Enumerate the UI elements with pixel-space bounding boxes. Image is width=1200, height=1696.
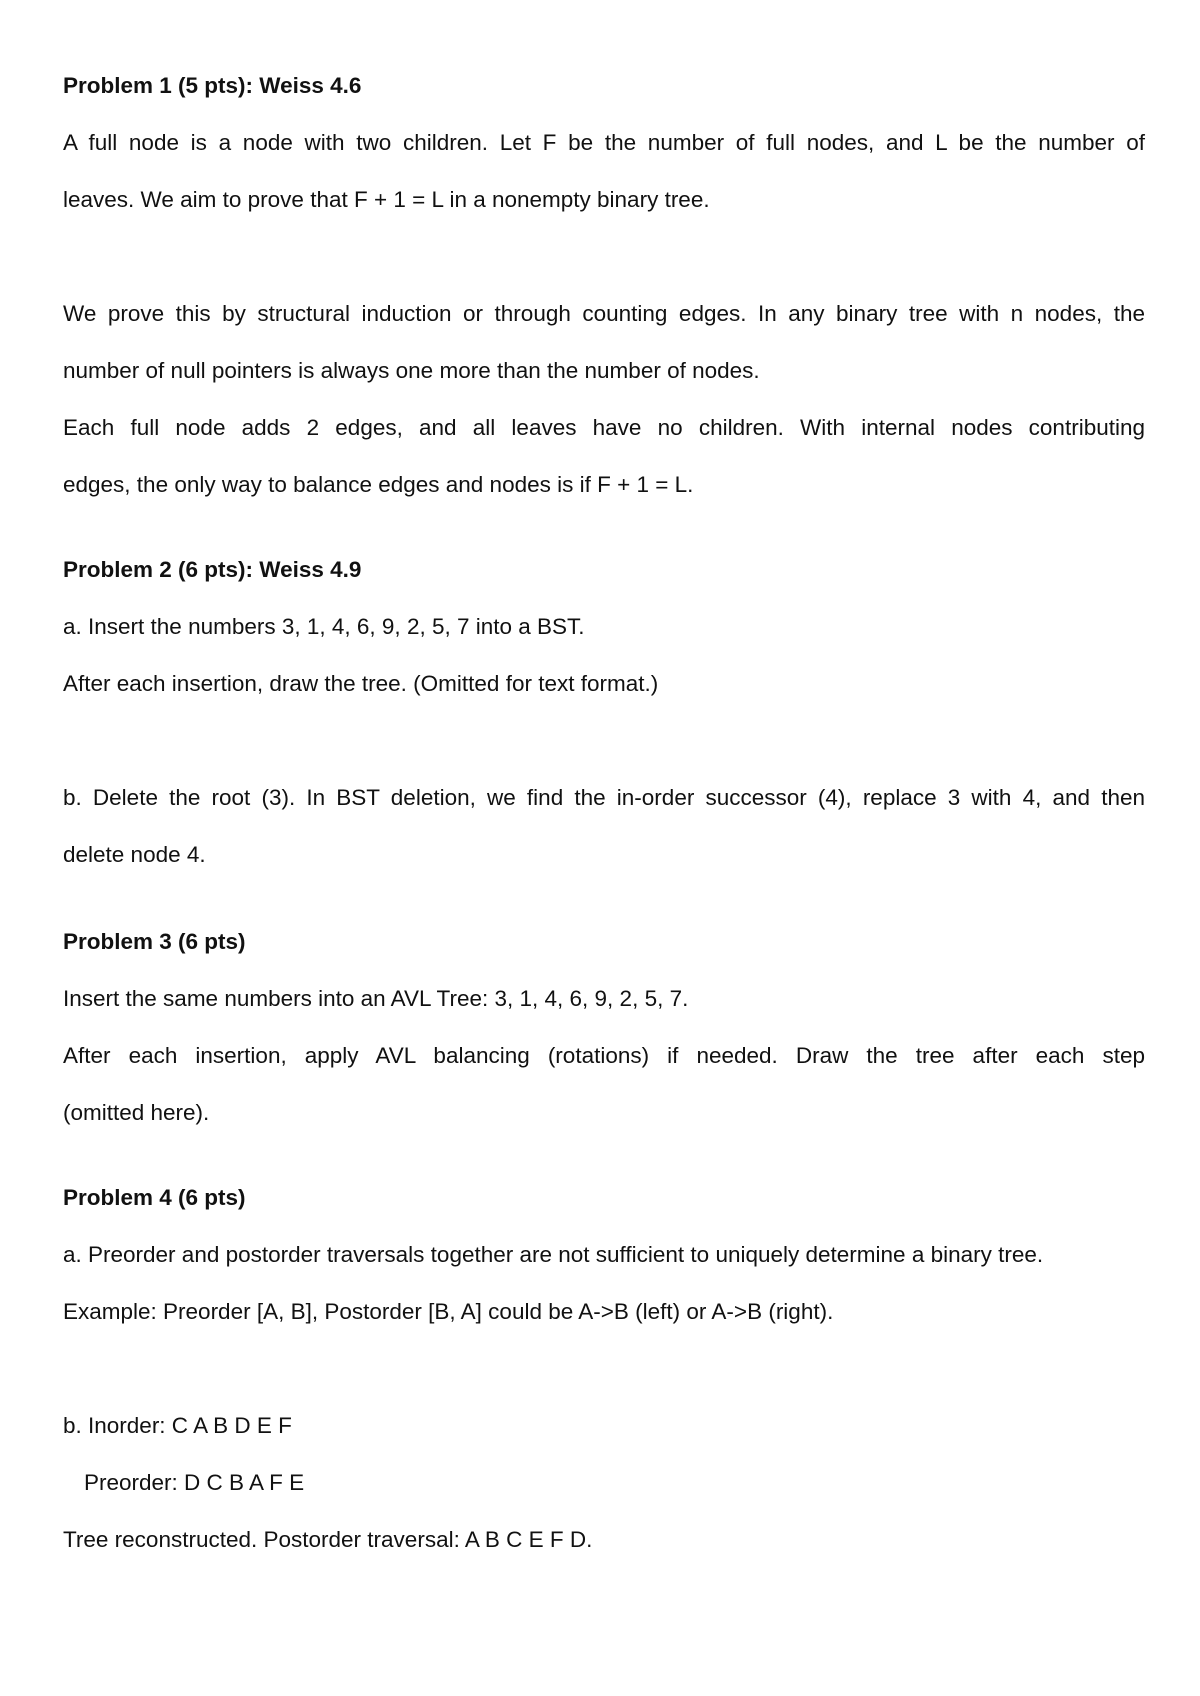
- problem-3-text-line: Insert the same numbers into an AVL Tree: 3, 1, 4, 6, 9, 2, 5, 7.: [63, 986, 689, 1011]
- problem-3-text-line: (omitted here).: [63, 1100, 210, 1125]
- problem-2-text-line: a. Insert the numbers 3, 1, 4, 6, 9, 2, 5, 7 into a BST.: [63, 614, 585, 639]
- problem-1-heading: Problem 1 (5 pts): Weiss 4.6: [63, 73, 362, 98]
- problem-2-text-line: b. Delete the root (3). In BST deletion, we find the in-order successor (4), replace 3 with 4, and then: [63, 785, 1145, 810]
- problem-1-text-line: A full node is a node with two children. Let F be the number of full nodes, and L be the number of: [63, 130, 1145, 155]
- problem-4-heading: Problem 4 (6 pts): [63, 1185, 246, 1210]
- problem-1-text-line: We prove this by structural induction or through counting edges. In any binary tree with n nodes, the: [63, 301, 1145, 326]
- problem-3-heading: Problem 3 (6 pts): [63, 929, 246, 954]
- problem-1-text-line: number of null pointers is always one more than the number of nodes.: [63, 358, 760, 383]
- problem-2-text-line: After each insertion, draw the tree. (Omitted for text format.): [63, 671, 659, 696]
- problem-1-text-line: edges, the only way to balance edges and nodes is if F + 1 = L.: [63, 472, 694, 497]
- problem-1-text-line: Each full node adds 2 edges, and all leaves have no children. With internal nodes contributing: [63, 415, 1145, 440]
- problem-4-text-line: a. Preorder and postorder traversals together are not sufficient to uniquely determine a binary tree.: [63, 1242, 1044, 1267]
- problem-1-text-line: leaves. We aim to prove that F + 1 = L in a nonempty binary tree.: [63, 187, 710, 212]
- problem-2-heading: Problem 2 (6 pts): Weiss 4.9: [63, 557, 362, 582]
- problem-2-text-line: delete node 4.: [63, 842, 206, 867]
- problem-4-text-line: Example: Preorder [A, B], Postorder [B, A] could be A->B (left) or A->B (right).: [63, 1299, 834, 1324]
- problem-4-text-line: b. Inorder: C A B D E F: [63, 1413, 292, 1438]
- problem-3-text-line: After each insertion, apply AVL balancing (rotations) if needed. Draw the tree after each step: [63, 1043, 1145, 1068]
- problem-4-text-line: Preorder: D C B A F E: [84, 1470, 305, 1495]
- problem-4-text-line: Tree reconstructed. Postorder traversal: A B C E F D.: [63, 1527, 593, 1552]
